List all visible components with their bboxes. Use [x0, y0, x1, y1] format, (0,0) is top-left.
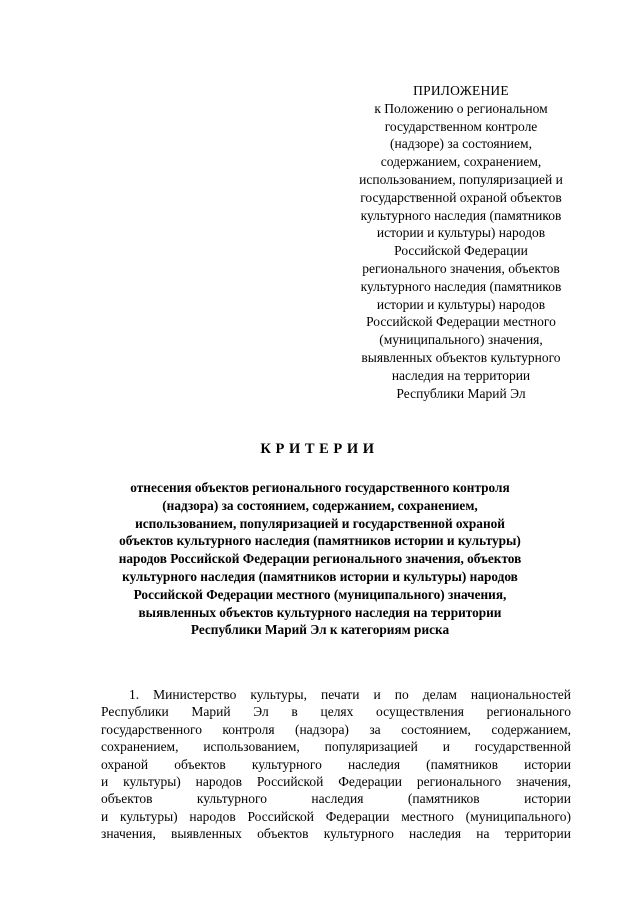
body-line: и культуры) народов Российской Федерации регионального значения, — [101, 774, 571, 790]
appendix-line: наследия на территории — [391, 367, 531, 383]
appendix-line: государственном контроле — [384, 118, 538, 134]
criteria-subtitle-line: культурного наследия (памятников истории и культуры) народов — [122, 568, 518, 584]
body-line: государственного контроля (надзора) за состоянием, содержанием, — [101, 721, 571, 737]
body-line: сохранением, использованием, популяризацией и государственной — [101, 739, 571, 755]
body-paragraph — [101, 686, 571, 843]
criteria-heading: КРИТЕРИИ — [260, 441, 379, 457]
criteria-subtitle-line: объектов культурного наследия (памятников истории и культуры) — [119, 533, 521, 549]
criteria-subtitle-line: Российской Федерации местного (муниципального) значения, — [133, 586, 507, 602]
body-line: и культуры) народов Российской Федерации местного (муниципального) — [101, 808, 571, 824]
body-line: значения, выявленных объектов культурного наследия на территории — [101, 826, 571, 842]
criteria-subtitle-line: (надзора) за состоянием, содержанием, сохранением, — [162, 497, 478, 513]
body-line: объектов культурного наследия (памятников истории — [101, 791, 571, 807]
appendix-title: ПРИЛОЖЕНИЕ — [413, 83, 509, 98]
body-line: охраной объектов культурного наследия (памятников истории — [101, 756, 571, 772]
appendix-line: использованием, популяризацией и — [359, 171, 563, 187]
body-line: Республики Марий Эл в целях осуществления регионального — [101, 704, 571, 720]
appendix-line: культурного наследия (памятников — [360, 207, 562, 223]
criteria-subtitle-line: народов Российской Федерации регионального значения, объектов — [118, 551, 522, 567]
criteria-subtitle — [90, 479, 550, 639]
appendix-line: (надзоре) за состоянием, — [390, 136, 532, 152]
appendix-block — [338, 82, 584, 402]
criteria-subtitle-line: выявленных объектов культурного наследия на территории — [138, 604, 502, 620]
appendix-line: государственной охраной объектов — [360, 189, 562, 205]
appendix-line: выявленных объектов культурного — [361, 349, 561, 365]
appendix-line: Российской Федерации — [394, 243, 528, 259]
appendix-line: культурного наследия (памятников — [360, 278, 562, 294]
appendix-line: Республики Марий Эл — [396, 385, 526, 401]
appendix-line: регионального значения, объектов — [362, 260, 560, 276]
appendix-line: содержанием, сохранением, — [380, 154, 542, 170]
criteria-subtitle-line: Республики Марий Эл к категориям риска — [190, 622, 450, 638]
appendix-line: к Положению о региональном — [374, 100, 548, 116]
appendix-line: (муниципального) значения, — [379, 332, 543, 348]
appendix-line: истории и культуры) народов — [376, 225, 546, 241]
criteria-subtitle-line: использованием, популяризацией и государственной охраной — [135, 515, 505, 531]
appendix-line: истории и культуры) народов — [376, 296, 546, 312]
body-line: 1. Министерство культуры, печати и по делам национальностей — [129, 687, 571, 702]
criteria-subtitle-line: отнесения объектов регионального государственного контроля — [130, 480, 510, 495]
appendix-line: Российской Федерации местного — [366, 314, 556, 330]
